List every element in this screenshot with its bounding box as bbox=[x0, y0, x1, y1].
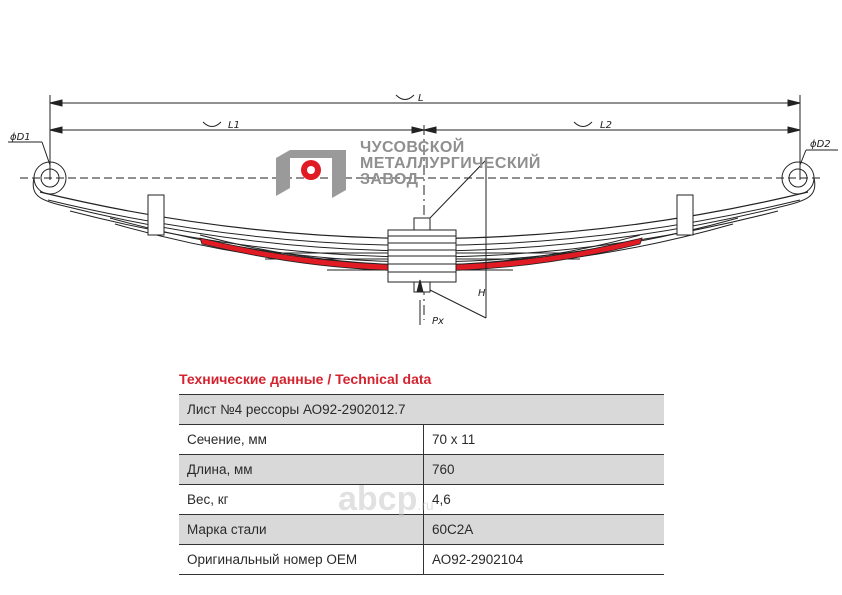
spec-value: 760 bbox=[424, 455, 665, 485]
right-clip bbox=[677, 195, 693, 235]
label-D1: ϕD1 bbox=[10, 132, 31, 143]
table-row bbox=[179, 545, 664, 575]
label-L2: L2 bbox=[600, 120, 612, 131]
table-row bbox=[179, 395, 664, 425]
tilde-icon bbox=[396, 95, 414, 100]
table-row bbox=[179, 425, 664, 455]
watermark bbox=[338, 480, 434, 519]
watermark-suffix: .ru bbox=[417, 497, 434, 513]
spec-label: Марка стали bbox=[179, 515, 424, 545]
logo-line: ЧУСОВСКОЙ bbox=[360, 139, 465, 156]
label-H: H bbox=[478, 288, 486, 299]
spec-title: Технические данные / Technical data bbox=[179, 371, 432, 387]
right-eye bbox=[782, 162, 814, 194]
center-bolt bbox=[414, 218, 430, 230]
arrow-icon bbox=[50, 100, 62, 106]
watermark-brand: abcp bbox=[338, 480, 418, 518]
spec-value: 60С2А bbox=[424, 515, 665, 545]
label-L1: L1 bbox=[228, 120, 240, 131]
label-L: L bbox=[418, 93, 424, 104]
spec-label: Вес, кг bbox=[179, 485, 424, 515]
label-D2: ϕD2 bbox=[810, 139, 831, 150]
label-load: Pх bbox=[432, 316, 444, 327]
spec-value: 70 х 11 bbox=[424, 425, 665, 455]
spec-header: Лист №4 рессоры АО92-2902012.7 bbox=[179, 395, 664, 425]
spec-label: Оригинальный номер ОЕМ bbox=[179, 545, 424, 575]
logo-line: ЗАВОД bbox=[360, 171, 419, 188]
company-logo-text bbox=[360, 140, 541, 188]
logo-line: МЕТАЛЛУРГИЧЕСКИЙ bbox=[360, 155, 541, 172]
spec-label: Длина, мм bbox=[179, 455, 424, 485]
chmz-logo-icon bbox=[276, 150, 346, 198]
left-clip bbox=[148, 195, 164, 235]
spec-label: Сечение, мм bbox=[179, 425, 424, 455]
spec-value: АО92-2902104 bbox=[424, 545, 665, 575]
table-row bbox=[179, 515, 664, 545]
spec-value: 4,6 bbox=[424, 485, 665, 515]
arrow-icon bbox=[788, 100, 800, 106]
